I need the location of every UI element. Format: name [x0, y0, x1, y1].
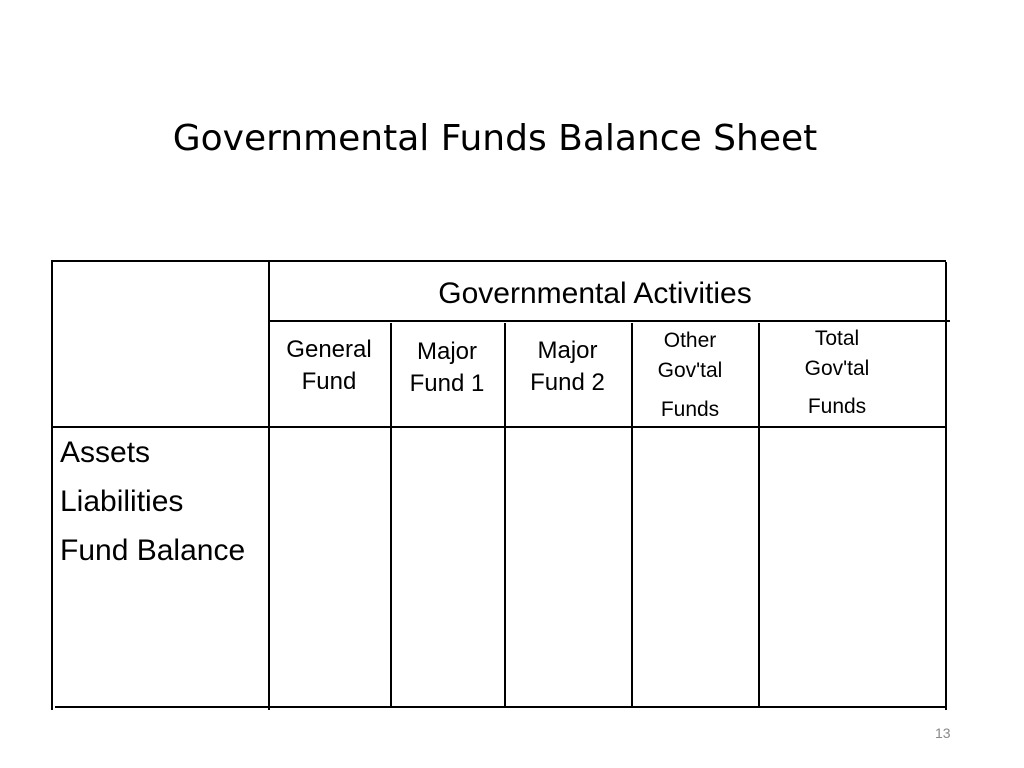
row-label-fund-balance: Fund Balance [60, 534, 246, 567]
column-header-line: Major [537, 337, 598, 364]
column-header-line: General [286, 336, 372, 363]
column-header-general-fund [268, 334, 390, 398]
column-header-other-funds: Funds [660, 398, 720, 421]
column-header-major-fund-1 [390, 336, 504, 400]
row-label-assets: Assets [60, 436, 151, 469]
slide-title: Governmental Funds Balance Sheet [172, 118, 818, 159]
column-header-line: Fund 2 [530, 369, 605, 396]
column-divider-4 [758, 323, 760, 708]
column-header-line: Gov'tal [804, 357, 870, 380]
group-header-underline [268, 320, 950, 322]
label-column-divider [268, 260, 270, 710]
column-header-line: Other [663, 329, 717, 352]
column-header-major-fund-2 [504, 335, 631, 399]
table-right-border [945, 262, 947, 710]
row-label-liabilities: Liabilities [60, 485, 184, 518]
column-header-line: Total [814, 327, 860, 350]
table-left-border [51, 260, 53, 710]
column-header-line: Major [416, 338, 477, 365]
column-header-line: Gov'tal [657, 359, 723, 382]
group-header: Governmental Activities [438, 277, 752, 310]
column-header-total-funds: Funds [807, 395, 867, 418]
column-header-other-govtal [631, 326, 749, 386]
column-header-total-govtal [775, 324, 899, 384]
table-top-border [52, 260, 946, 262]
page-number: 13 [935, 725, 951, 741]
column-header-line: Fund 1 [409, 370, 485, 397]
header-bottom-border [52, 426, 946, 428]
column-header-line: Fund [301, 368, 357, 395]
table-bottom-border [55, 706, 946, 708]
